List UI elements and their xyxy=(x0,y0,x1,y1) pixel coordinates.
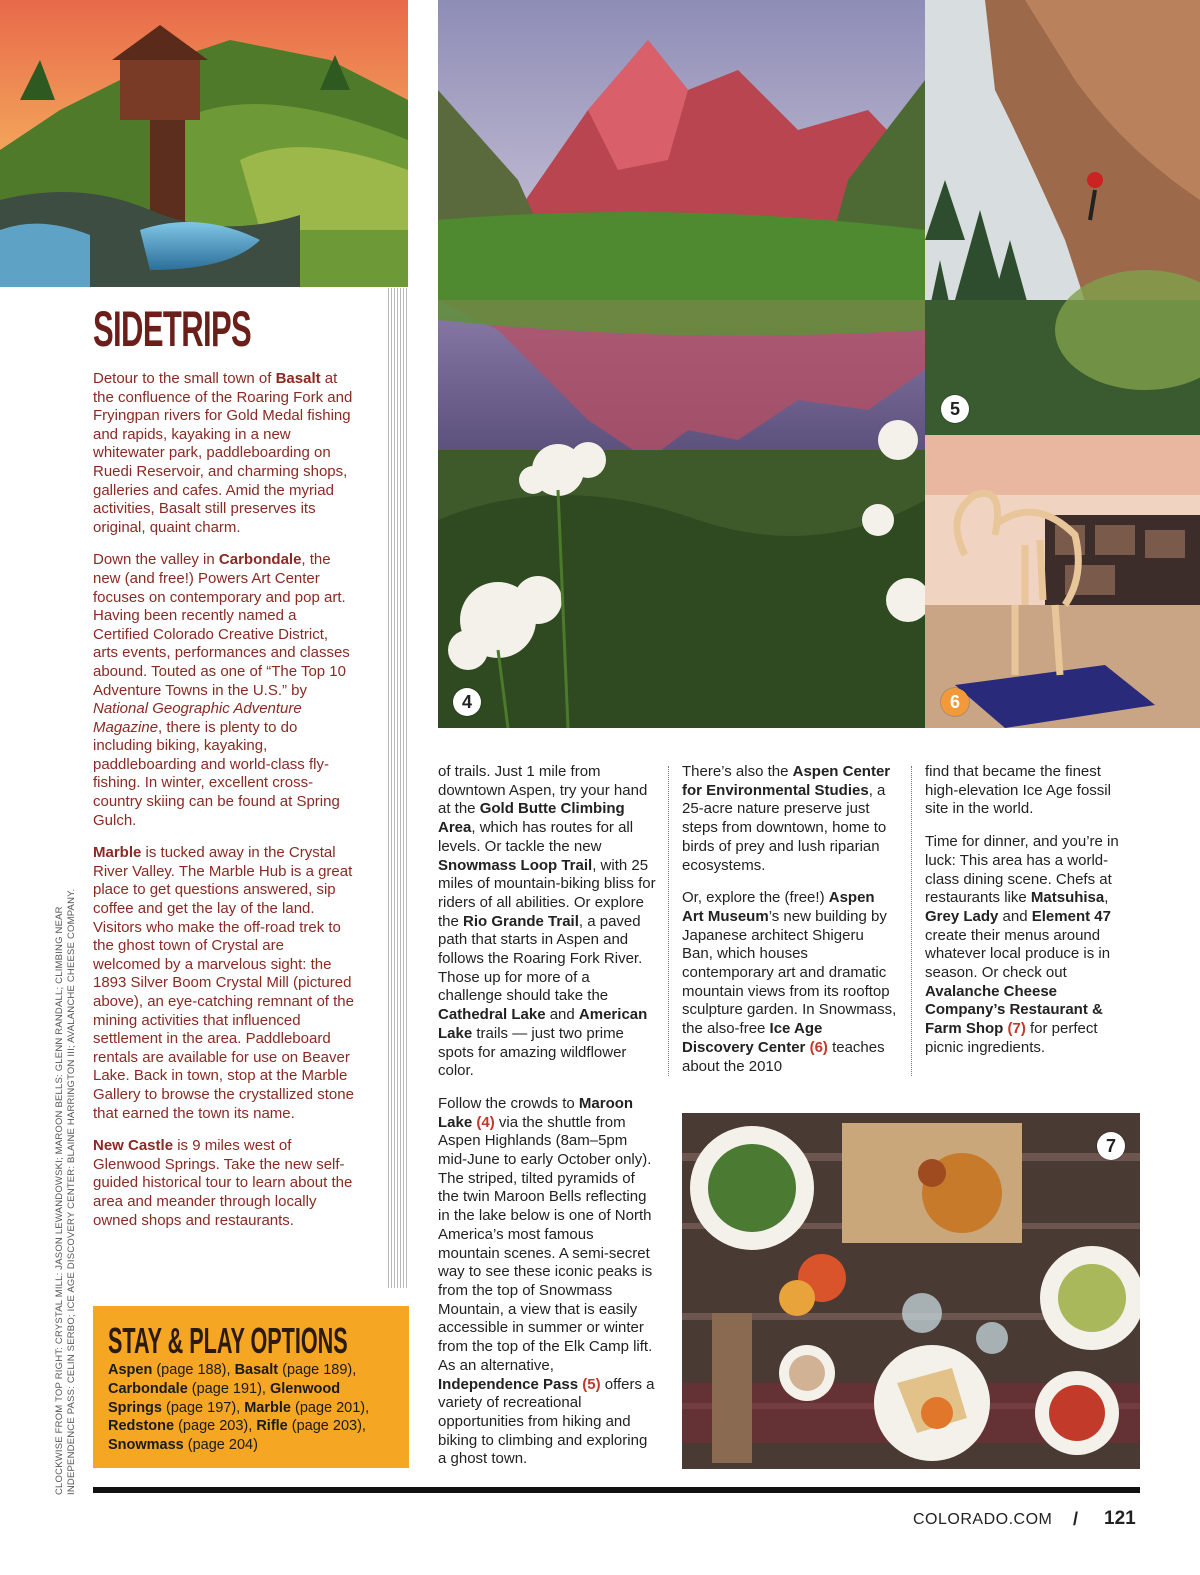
stay-item-redstone: Redstone xyxy=(108,1418,175,1435)
sidetrips-title: SIDETRIPS xyxy=(93,301,252,357)
maroon-bells-photo xyxy=(438,0,925,728)
stay-item-marble: Marble xyxy=(244,1399,291,1416)
column-divider xyxy=(911,766,912,1076)
article-paragraph-fossil: find that became the finest high-elevation Ice Age fossil site in the world. xyxy=(925,763,1111,818)
stay-item-aspen: Aspen xyxy=(108,1362,153,1378)
article-paragraph-aces: There’s also the Aspen Center for Environmental Studies, a 25-acre nature preserve just steps from downtown, home to birds of prey and lush riparian ecosystems. xyxy=(682,763,891,874)
article-column-1 xyxy=(438,763,656,1483)
sidetrips-body xyxy=(93,370,355,1244)
article-column-3 xyxy=(925,763,1135,1072)
food-table-photo xyxy=(682,1113,1140,1469)
article-column-2 xyxy=(682,763,898,1090)
article-paragraph-maroon-lake: Follow the crowds to Maroon Lake (4) via the shuttle from Aspen Highlands (8am–5pm mid-June to early October only). The striped, tilted pyramids of the twin Maroon Bells reflecting in the lake below is one of North America’s most famous mountain scenes. A semi-secret way to see these iconic peaks is from the top of Snowmass Mountain, a view that is easily accessible in summer or winter from the top of the Elk Camp lift. As an alternative, Independence Pass (5) offers a variety of recreational opportunities from hiking and biking to climbing and exploring a ghost town. xyxy=(438,1094,655,1468)
article-paragraph-trails: of trails. Just 1 mile from downtown Aspen, try your hand at the Gold Butte Climbing Area, which has routes for all levels. Or tackle the new Snowmass Loop Trail, with 25 miles of mountain-biking bliss for riders of all abilities. Or explore the Rio Grande Trail, a paved path that starts in Aspen and follows the Roaring Fork River. Those up for more of a challenge should take the Cathedral Lake and American Lake trails — just two prime spots for amazing wildflower color. xyxy=(438,763,656,1080)
column-divider xyxy=(668,766,669,1076)
photo-credits: CLOCKWISE FROM TOP RIGHT: CRYSTAL MILL: JASON LEWANDOWSKI; MAROON BELLS: GLENN RANDALL; CLIMBING NEAR INDEPENDENCE PASS: CELIN SERBO; ICE AGE DISCOVERY CENTER: BLAINE HARRINGTON III; AVALANCHE CHEESE COMPANY. xyxy=(54,888,77,1495)
photo-number-badge-6: 6 xyxy=(941,688,969,716)
photo-number-badge-7: 7 xyxy=(1097,1132,1125,1160)
decorative-hatch-rule xyxy=(388,288,408,1288)
footer-rule xyxy=(93,1487,1140,1493)
page-number: 121 xyxy=(1104,1508,1136,1529)
stay-item-carbondale: Carbondale xyxy=(108,1380,188,1397)
stay-item-snowmass: Snowmass xyxy=(108,1437,184,1454)
climbing-photo xyxy=(925,0,1200,435)
photo-number-badge-5: 5 xyxy=(941,395,969,423)
footer-site-name: COLORADO.COM xyxy=(913,1511,1053,1528)
stay-item-glenwood: Glenwood Springs xyxy=(108,1380,341,1416)
stay-play-title: STAY & PLAY OPTIONS xyxy=(108,1320,348,1361)
stay-item-basalt: Basalt xyxy=(234,1362,279,1378)
article-paragraph-dining: Time for dinner, and you’re in luck: This area has a world-class dining scene. Chefs at restaurants like Matsuhisa, Grey Lady and Element 47 create their menus around whatever local produce is in season. Or check out Avalanche Cheese Company’s Restaurant & Farm Shop (7) for perfect picnic ingredients. xyxy=(925,833,1119,1056)
sidetrips-paragraph-new-castle: New Castle is 9 miles west of Glenwood Springs. Take the new self-guided historical tour to learn about the area and meander through locally owned shops and restaurants. xyxy=(93,1137,353,1229)
stay-play-list: Aspen (page 188), Basalt (page 189), Carbondale (page 191), Glenwood Springs (page 197), Marble (page 201), Redstone (page 203), Rifle (page 203), Snowmass (page 204) xyxy=(108,1362,370,1454)
stay-item-rifle: Rifle xyxy=(256,1418,288,1435)
sidetrips-paragraph-marble: Marble is tucked away in the Crystal River Valley. The Marble Hub is a great place to get questions answered, sip coffee and get the lay of the land. Visitors who make the off-road trek to the ghost town of Crystal are welcomed by a marvelous sight: the 1893 Silver Boom Crystal Mill (pictured above), an eye-catching remnant of the mining activities that influenced settlement in the area. Paddleboard rentals are available for use on Beaver Lake. Back in town, stop at the Marble Gallery to browse the crystallized stone that earned the town its name. xyxy=(93,844,354,1122)
sidetrips-paragraph-basalt: Detour to the small town of Basalt at the confluence of the Roaring Fork and Fryingpan rivers for Gold Medal fishing and rapids, kayaking in a new whitewater park, paddleboarding on Ruedi Reservoir, and charming shops, galleries and cafes. Amid the myriad activities, Basalt still preserves its original, quaint charm. xyxy=(93,370,353,536)
footer-separator: / xyxy=(1073,1509,1079,1529)
photo-number-badge-4: 4 xyxy=(453,688,481,716)
ice-age-center-photo xyxy=(925,435,1200,728)
crystal-mill-photo xyxy=(0,0,408,287)
article-paragraph-art-museum: Or, explore the (free!) Aspen Art Museum’s new building by Japanese architect Shigeru Ban, which houses contemporary art and dramatic mountain views from its rooftop sculpture garden. In Snowmass, the also-free Ice Age Discovery Center (6) teaches about the 2010 xyxy=(682,889,897,1075)
sidetrips-paragraph-carbondale: Down the valley in Carbondale, the new (and free!) Powers Art Center focuses on contemporary and pop art. Having been recently named a Certified Colorado Creative District, arts events, performances and classes abound. Touted as one of “The Top 10 Adventure Towns in the U.S.” by National Geographic Adventure Magazine, there is plenty to do including biking, kayaking, paddleboarding and world-class fly-fishing. In winter, excellent cross-country skiing can be found at Spring Gulch. xyxy=(93,551,350,829)
